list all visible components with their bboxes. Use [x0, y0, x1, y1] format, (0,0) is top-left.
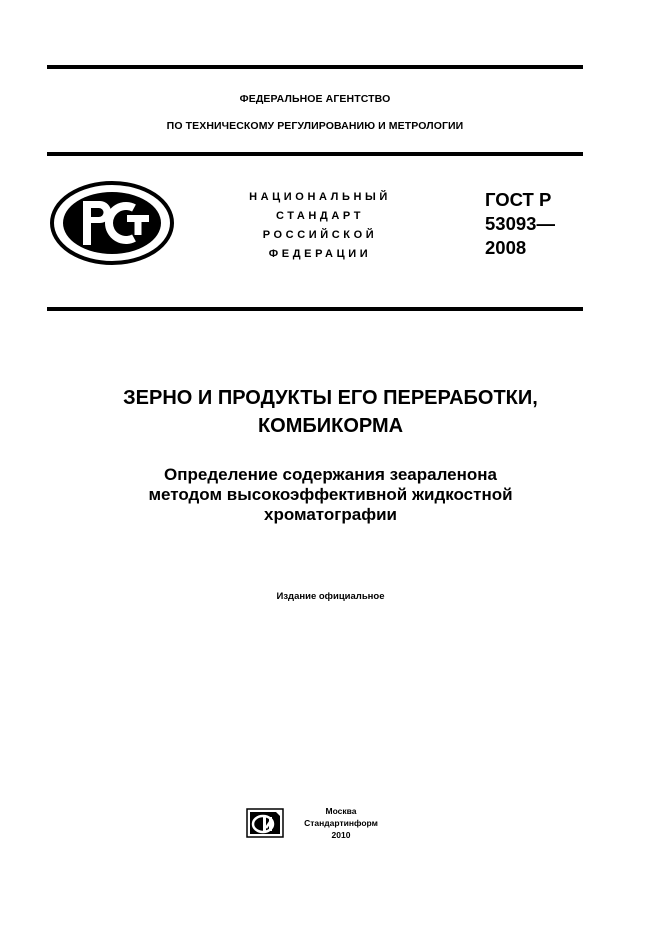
national-standard-line: НАЦИОНАЛЬНЫЙ: [249, 191, 391, 203]
title-line: КОМБИКОРМА: [257, 415, 404, 437]
national-standard-line: СТАНДАРТ: [275, 210, 365, 222]
header-rule: [47, 152, 583, 156]
gost-designation: [485, 188, 585, 260]
gost-r-logo-icon: [50, 181, 174, 265]
publisher-imprint: [296, 805, 386, 841]
publisher-name: Стандартинформ: [304, 818, 378, 828]
publisher-year: 2010: [331, 830, 351, 840]
national-standard-line: ФЕДЕРАЦИИ: [268, 248, 372, 260]
subtitle-line: Определение содержания зеараленона: [164, 465, 497, 484]
document-title: [47, 384, 614, 440]
standartinform-logo-icon: [246, 808, 284, 838]
gost-line-3: 2008: [485, 237, 527, 258]
agency-name-line-1: ФЕДЕРАЛЬНОЕ АГЕНТСТВО: [239, 93, 391, 105]
standard-block-rule: [47, 307, 583, 311]
title-line: ЗЕРНО И ПРОДУКТЫ ЕГО ПЕРЕРАБОТКИ,: [123, 387, 538, 409]
subtitle-line: хроматографии: [264, 505, 397, 524]
publisher-city: Москва: [325, 806, 357, 816]
subtitle-line: методом высокоэффективной жидкостной: [148, 485, 513, 504]
agency-name-line-2: ПО ТЕХНИЧЕСКОМУ РЕГУЛИРОВАНИЮ И МЕТРОЛОГИИ: [166, 120, 464, 132]
gost-line-2: 53093—: [485, 213, 555, 234]
document-subtitle: [47, 465, 614, 525]
national-standard-label: [215, 188, 425, 264]
national-standard-line: РОССИЙСКОЙ: [262, 229, 378, 241]
top-rule: [47, 65, 583, 69]
gost-line-1: ГОСТ Р: [485, 189, 552, 210]
edition-label: Издание официальное: [276, 591, 385, 602]
